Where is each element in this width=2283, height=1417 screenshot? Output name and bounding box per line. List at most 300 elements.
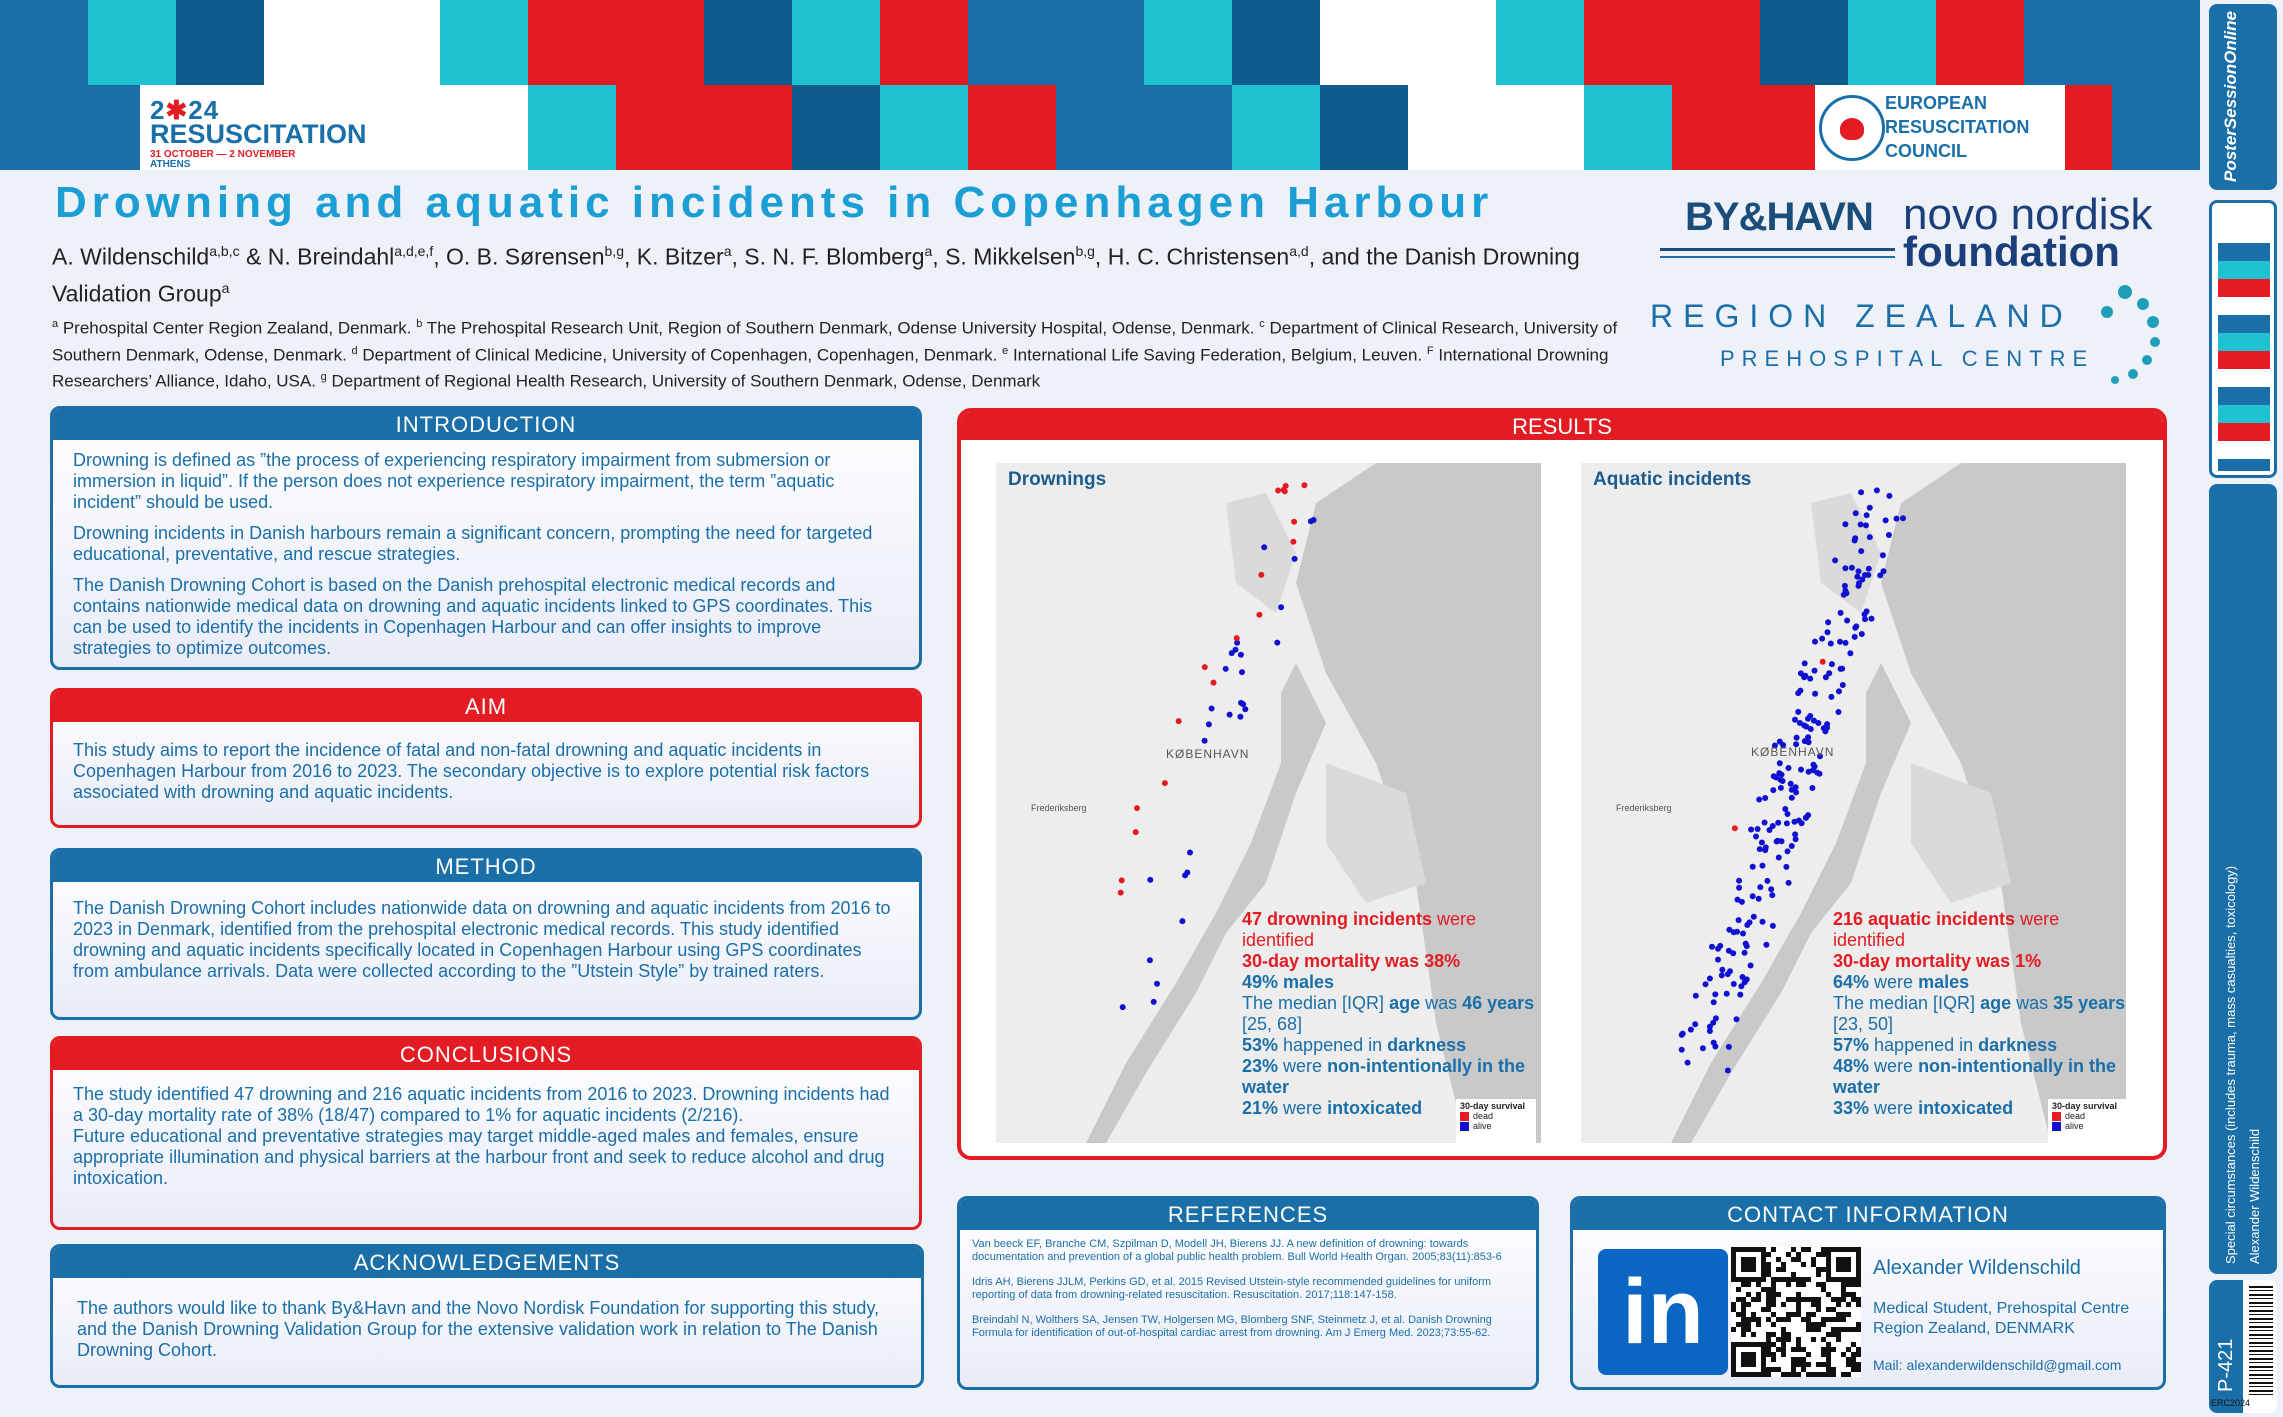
alive-incident-dot [1880,552,1886,558]
qr-module [1846,1257,1851,1262]
author-name: Danish Drowning Validation Group [52,243,1580,307]
alive-incident-dot [1819,636,1825,642]
qr-module [1751,1372,1756,1377]
author-name: K. Bitzer [636,243,724,270]
banner-tile [1496,85,1584,170]
alive-incident-dot [1308,518,1314,524]
alive-incident-dot [1692,1021,1698,1027]
conclusions-text: Future educational and preventative strategies may target middle-aged males and females, ensure appropriate illumination and physical barriers at the harbour front and seek to reduce alcohol and drug intoxication. [73,1126,885,1188]
alive-incident-dot [1748,963,1754,969]
qr-module [1826,1347,1831,1352]
qr-module [1841,1312,1846,1317]
banner-tile [0,85,88,170]
alive-incident-dot [1886,493,1892,499]
stat-darkness-pct: 57% [1833,1035,1870,1055]
lungs-heart-icon [1819,95,1885,161]
qr-module [1786,1297,1791,1302]
contact-email[interactable]: Mail: alexanderwildenschild@gmail.com [1873,1357,2122,1373]
qr-module [1816,1272,1821,1277]
qr-module [1776,1267,1781,1272]
banner-tile [792,85,880,170]
qr-module [1746,1317,1751,1322]
qr-module [1791,1372,1796,1377]
alive-incident-dot [1825,619,1831,625]
introduction-panel [50,406,922,670]
qr-module [1751,1267,1756,1272]
alive-incident-dot [1715,957,1721,963]
sidebar-info-box [2209,484,2277,1274]
references-panel [957,1196,1539,1390]
qr-module [1781,1342,1786,1347]
qr-module [1756,1317,1761,1322]
qr-module [1821,1337,1826,1342]
qr-module [1761,1357,1766,1362]
alive-incident-dot [1812,691,1818,697]
dead-incident-dot [1133,829,1139,835]
alive-incident-dot [1206,721,1212,727]
qr-module [1786,1252,1791,1257]
qr-module [1761,1277,1766,1282]
qr-module [1766,1347,1771,1352]
qr-module [1741,1327,1746,1332]
linkedin-icon[interactable]: in [1598,1249,1728,1375]
qr-module [1821,1247,1826,1252]
alive-incident-dot [1734,1016,1740,1022]
banner-tile [528,85,616,170]
qr-module [1836,1267,1841,1272]
dead-incident-dot [1281,487,1287,493]
byhavn-logo: BY&HAVN [1685,195,1873,239]
qr-module [1731,1302,1736,1307]
qr-module [1831,1247,1836,1252]
stat-age-value: 35 years [2053,993,2126,1013]
alive-incident-dot [1867,505,1873,511]
qr-module [1816,1372,1821,1377]
qr-module [1841,1277,1846,1282]
qr-module [1841,1292,1846,1297]
acknowledgements-text: The authors would like to thank By&Havn and the Novo Nordisk Foundation for supporting this study, and the Danish Drowning Validation Group for the extensive validation work in relation to The Danish Drowning Cohort. [77,1298,880,1360]
qr-module [1776,1257,1781,1262]
qr-module [1826,1262,1831,1267]
qr-module [1781,1267,1786,1272]
contact-panel [1570,1196,2166,1390]
qr-module [1751,1247,1756,1252]
prehospital-centre-label: PREHOSPITAL CENTRE [1720,346,2095,371]
qr-module [1786,1317,1791,1322]
affiliation-text: Prehospital Center Region Zealand, Denmark. [58,318,417,338]
qr-module [1851,1342,1856,1347]
alive-incident-dot [1852,634,1858,640]
author-list [52,236,1617,309]
alive-incident-dot [1707,976,1713,982]
alive-incident-dot [1863,522,1869,528]
alive-incident-dot [1719,972,1725,978]
alive-incident-dot [1806,769,1812,775]
qr-module [1756,1342,1761,1347]
qr-module [1856,1252,1861,1257]
alive-incident-dot [1237,714,1243,720]
alive-incident-dot [1763,942,1769,948]
dead-incident-dot [1820,659,1826,665]
alive-incident-dot [1842,588,1848,594]
alive-incident-dot [1785,848,1791,854]
qr-module [1731,1352,1736,1357]
qr-module [1731,1347,1736,1352]
qr-module [1741,1307,1746,1312]
qr-module [1741,1282,1746,1287]
erc-name-line: COUNCIL [1885,141,1967,161]
dead-incident-dot [1162,780,1168,786]
partner-logos [1650,190,2170,390]
alive-incident-dot [1900,515,1906,521]
qr-module [1791,1247,1796,1252]
qr-module [1851,1297,1856,1302]
alive-incident-dot [1151,999,1157,1005]
qr-module [1771,1302,1776,1307]
qr-module [1816,1327,1821,1332]
banner-tile [1056,0,1144,85]
qr-module [1731,1372,1736,1377]
qr-module [1731,1362,1736,1367]
qr-module [1731,1367,1736,1372]
stat-males-word: males [1918,972,1970,992]
reference-item: Breindahl N, Wolthers SA, Jensen TW, Holgersen MG, Blomberg SNF, Steinmetz J, et al. Danish Drowning Formula for identification of out-of-hospital cardiac arrest from drowning. Am J Emerg Med. 2023;73:55-62. [972,1314,1492,1339]
qr-module [1746,1262,1751,1267]
banner-tile [176,0,264,85]
alive-incident-dot [1712,991,1718,997]
qr-module [1836,1332,1841,1337]
legend-alive: alive [2065,1121,2084,1132]
qr-module [1786,1372,1791,1377]
alive-incident-dot [1755,826,1761,832]
alive-incident-dot [1726,927,1732,933]
qr-module [1771,1287,1776,1292]
qr-module [1856,1362,1861,1367]
year-star: ✱ [165,95,189,125]
alive-incident-dot [1756,797,1762,803]
legend-title: 30-day survival [1460,1101,1526,1111]
stat-nonint-mid: were [1869,1056,1919,1076]
dead-incident-dot [1275,488,1281,494]
qr-module [1821,1282,1826,1287]
qr-module [1831,1347,1836,1352]
banner-tile [1496,0,1584,85]
qr-module [1796,1342,1801,1347]
qr-module [1741,1297,1746,1302]
qr-module [1846,1362,1851,1367]
qr-module [1776,1317,1781,1322]
alive-incident-dot [1238,652,1244,658]
alive-incident-dot [1179,918,1185,924]
banner-tile [1760,0,1848,85]
alive-incident-dot [1853,623,1859,629]
qr-module [1796,1277,1801,1282]
qr-module [1761,1352,1766,1357]
qr-module [1826,1317,1831,1322]
qr-module [1761,1342,1766,1347]
alive-incident-dot [1778,785,1784,791]
dead-incident-dot [1732,825,1738,831]
banner-tile [1408,85,1496,170]
event-banner [0,0,2200,170]
qr-module [1766,1287,1771,1292]
qr-module [1751,1262,1756,1267]
qr-module [1851,1367,1856,1372]
qr-module [1826,1372,1831,1377]
alive-incident-dot [1763,844,1769,850]
qr-code-icon[interactable] [1731,1247,1861,1377]
banner-tile [704,85,792,170]
sidebar-brand-box [2209,4,2277,190]
qr-module [1751,1342,1756,1347]
method-heading: METHOD [53,851,919,882]
qr-module [1806,1327,1811,1332]
banner-tile [792,0,880,85]
legend-dead: dead [2065,1111,2086,1121]
qr-module [1751,1277,1756,1282]
alive-incident-dot [1793,789,1799,795]
qr-module [1851,1282,1856,1287]
qr-module [1846,1347,1851,1352]
poster-id: P-421 [2215,1338,2237,1392]
qr-module [1836,1302,1841,1307]
alive-incident-dot [1693,993,1699,999]
author-name: S. N. F. Blomberg [744,243,925,270]
alive-incident-dot [1789,795,1795,801]
qr-module [1856,1272,1861,1277]
author-name: O. B. Sørensen [446,243,605,270]
novo-nordisk-logo: novo nordisk [1903,190,2153,239]
qr-module [1751,1312,1756,1317]
region-dots-icon [2095,282,2170,392]
affiliation-sup: F [1426,344,1434,357]
alive-incident-dot [1847,650,1853,656]
qr-module [1811,1327,1816,1332]
sidebar-brand: PosterSessionOnline [2221,11,2240,182]
introduction-paragraph: Drowning is defined as ”the process of experiencing respiratory impairment from submersion or immersion in liquid”. If the person does not experience respiratory impairment, the term ”aquatic incident” should be used. [73,450,835,512]
qr-module [1761,1362,1766,1367]
qr-module [1751,1362,1756,1367]
alive-incident-dot [1711,999,1717,1005]
alive-incident-dot [1811,762,1817,768]
alive-incident-dot [1838,610,1844,616]
qr-module [1771,1342,1776,1347]
qr-module [1811,1257,1816,1262]
qr-module [1851,1357,1856,1362]
map-label-district: Frederiksberg [1031,803,1087,813]
aim-text: This study aims to report the incidence of fatal and non-fatal drowning and aquatic incidents in Copenhagen Harbour from 2016 to 2023. The secondary objective is to explore potential risk factors associated with drowning and aquatic incidents. [73,740,870,802]
alive-incident-dot [1762,795,1768,801]
qr-module [1811,1262,1816,1267]
qr-module [1796,1372,1801,1377]
qr-module [1731,1357,1736,1362]
qr-module [1856,1367,1861,1372]
qr-module [1766,1342,1771,1347]
qr-module [1841,1247,1846,1252]
author-sep: , [623,243,637,270]
stat-age-word: age [1389,993,1421,1013]
sidebar-topic: Special circumstances (includes trauma, mass casualties, toxicology) [2223,865,2238,1264]
alive-incident-dot [1227,712,1233,718]
qr-module [1826,1362,1831,1367]
qr-module [1816,1297,1821,1302]
stat-darkness-mid: happened in [1278,1035,1388,1055]
qr-module [1761,1262,1766,1267]
author-sup: a,d [1289,243,1309,259]
alive-incident-dot [1776,855,1782,861]
qr-module [1766,1317,1771,1322]
stat-age-pre: The median [IQR] [1833,993,1981,1013]
stat-nonint-word: non-intentionally in the water [1833,1056,2117,1097]
qr-module [1826,1277,1831,1282]
banner-tile [1584,85,1672,170]
qr-module [1741,1342,1746,1347]
alive-incident-dot [1711,1040,1717,1046]
qr-module [1856,1322,1861,1327]
alive-incident-dot [1836,709,1842,715]
introduction-heading: INTRODUCTION [53,409,919,440]
qr-module [1796,1257,1801,1262]
sidebar-author: Alexander Wildenschild [2247,1128,2262,1264]
qr-module [1796,1297,1801,1302]
qr-module [1856,1347,1861,1352]
qr-module [1821,1352,1826,1357]
qr-module [1806,1352,1811,1357]
alive-incident-dot [1864,512,1870,518]
survival-legend [1456,1099,1536,1143]
alive-incident-dot [1679,1047,1685,1053]
qr-module [1801,1262,1806,1267]
alive-incident-dot [1768,886,1774,892]
event-name: RESUSCITATION [150,119,367,149]
alive-incident-dot [1274,640,1280,646]
alive-incident-dot [1807,713,1813,719]
qr-module [1761,1257,1766,1262]
author-sup: b,g [1075,243,1095,259]
alive-incident-dot [1756,896,1762,902]
alive-incident-dot [1832,557,1838,563]
qr-module [1761,1287,1766,1292]
qr-module [1846,1292,1851,1297]
qr-module [1731,1307,1736,1312]
alive-incident-dot [1743,941,1749,947]
alive-incident-dot [1869,616,1875,622]
qr-module [1846,1372,1851,1377]
alive-incident-dot [1707,1028,1713,1034]
banner-tile [528,0,616,85]
qr-module [1856,1247,1861,1252]
qr-module [1806,1322,1811,1327]
qr-module [1851,1327,1856,1332]
qr-module [1741,1257,1746,1262]
qr-module [1826,1252,1831,1257]
alive-incident-dot [1825,629,1831,635]
affiliation-text: International Life Saving Federation, Belgium, Leuven. [1008,345,1427,365]
qr-module [1811,1372,1816,1377]
sidebar-thumbnail[interactable] [2209,200,2277,478]
qr-module [1816,1362,1821,1367]
acknowledgements-heading: ACKNOWLEDGEMENTS [53,1247,921,1278]
qr-module [1856,1327,1861,1332]
qr-module [1771,1277,1776,1282]
affiliations [52,313,1622,393]
qr-module [1836,1262,1841,1267]
alive-incident-dot [1700,1045,1706,1051]
qr-module [1841,1282,1846,1287]
qr-module [1841,1287,1846,1292]
stat-intox-word: intoxicated [1327,1098,1423,1118]
alive-incident-dot [1777,760,1783,766]
author-sup: a [924,243,933,259]
alive-incident-dot [1753,834,1759,840]
alive-incident-dot [1719,967,1725,973]
poster-sidebar [2205,0,2283,1417]
qr-module [1841,1317,1846,1322]
banner-tile [264,0,352,85]
qr-module [1821,1252,1826,1257]
alive-incident-dot [1786,765,1792,771]
banner-tile [1232,85,1320,170]
qr-module [1856,1352,1861,1357]
dead-swatch [1460,1112,1469,1121]
author-name: N. Breindahl [267,243,395,270]
map-label-city: KØBENHAVN [1166,747,1250,761]
contact-affiliation: Region Zealand, DENMARK [1873,1320,2075,1337]
conclusions-heading: CONCLUSIONS [53,1039,919,1070]
qr-module [1816,1267,1821,1272]
qr-module [1731,1342,1736,1347]
alive-incident-dot [1856,580,1862,586]
qr-module [1751,1317,1756,1322]
qr-module [1841,1327,1846,1332]
qr-module [1781,1332,1786,1337]
qr-module [1771,1247,1776,1252]
alive-incident-dot [1779,772,1785,778]
affiliation-sup: b [416,318,423,330]
alive-incident-dot [1812,639,1818,645]
stat-nonint-mid: were [1278,1056,1328,1076]
qr-module [1801,1297,1806,1302]
stat-age-word: age [1980,993,2012,1013]
qr-module [1836,1257,1841,1262]
banner-tile [440,0,528,85]
qr-module [1806,1312,1811,1317]
dead-incident-dot [1256,612,1262,618]
qr-module [1771,1357,1776,1362]
alive-incident-dot [1842,521,1848,527]
qr-module [1791,1312,1796,1317]
banner-tile [1320,0,1408,85]
contact-title: Medical Student, Prehospital Centre [1873,1300,2130,1317]
qr-module [1731,1257,1736,1262]
qr-module [1786,1277,1791,1282]
qr-module [1826,1367,1831,1372]
stat-age-mid: was [1420,993,1463,1013]
alive-incident-dot [1278,604,1284,610]
qr-module [1771,1312,1776,1317]
qr-module [1836,1312,1841,1317]
qr-module [1741,1317,1746,1322]
author-sep: , and the [1308,243,1405,270]
stat-nonint-pct: 48% [1833,1056,1870,1076]
alive-incident-dot [1770,823,1776,829]
qr-module [1756,1247,1761,1252]
alive-incident-dot [1866,566,1872,572]
stat-count: 47 drowning incidents [1242,909,1433,929]
qr-module [1836,1337,1841,1342]
qr-module [1826,1272,1831,1277]
banner-tile [2112,0,2200,85]
